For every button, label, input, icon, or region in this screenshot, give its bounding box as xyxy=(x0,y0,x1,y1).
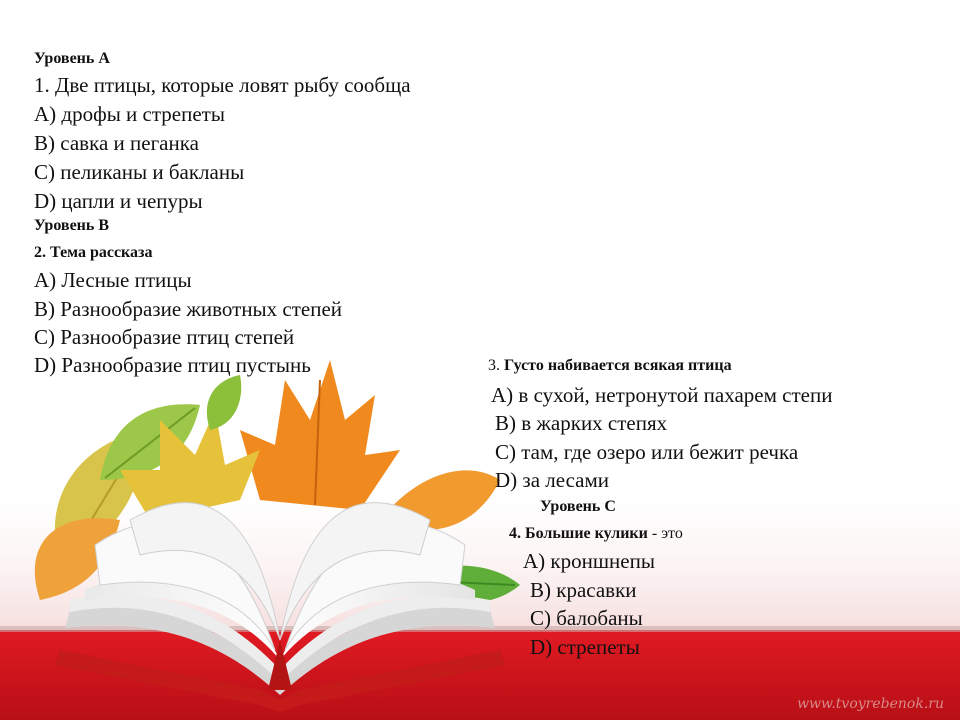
q3-option-a: A) в сухой, нетронутой пахарем степи xyxy=(491,383,833,407)
q2-option-a: A) Лесные птицы xyxy=(34,268,192,292)
q2-option-c: C) Разнообразие птиц степей xyxy=(34,325,295,349)
q4-option-d: D) стрепеты xyxy=(530,635,640,659)
level-c-heading: Уровень С xyxy=(540,498,616,515)
q3-option-c: C) там, где озеро или бежит речка xyxy=(495,440,799,464)
level-a-heading: Уровень А xyxy=(34,50,110,67)
q2-option-b: B) Разнообразие животных степей xyxy=(34,297,343,321)
q1-option-c: C) пеликаны и бакланы xyxy=(34,160,245,184)
q1-option-a: A) дрофы и стрепеты xyxy=(34,102,225,126)
q1-option-b: B) савка и пеганка xyxy=(34,131,199,155)
q1-option-d: D) цапли и чепуры xyxy=(34,189,203,213)
question-3 xyxy=(488,358,732,374)
level-b-heading: Уровень В xyxy=(34,217,110,234)
question-4 xyxy=(509,526,683,542)
q4-option-c: C) балобаны xyxy=(530,606,643,630)
question-3-number: 3. xyxy=(488,357,500,374)
q4-option-b: B) красавки xyxy=(530,578,637,602)
question-3-text: Густо набивается всякая птица xyxy=(504,357,732,374)
question-4-rest: - это xyxy=(647,525,683,542)
q4-option-a: A) кроншнепы xyxy=(523,549,655,573)
q3-option-d: D) за лесами xyxy=(495,468,610,492)
q2-option-d: D) Разнообразие птиц пустынь xyxy=(34,353,311,377)
question-1: 1. Две птицы, которые ловят рыбу сообща xyxy=(34,73,411,97)
watermark: www.tvoyrebenok.ru xyxy=(797,696,944,712)
question-4-bold: 4. Большие кулики xyxy=(509,525,648,542)
q3-option-b: B) в жарких степях xyxy=(495,411,668,435)
question-2: 2. Тема рассказа xyxy=(34,244,153,261)
